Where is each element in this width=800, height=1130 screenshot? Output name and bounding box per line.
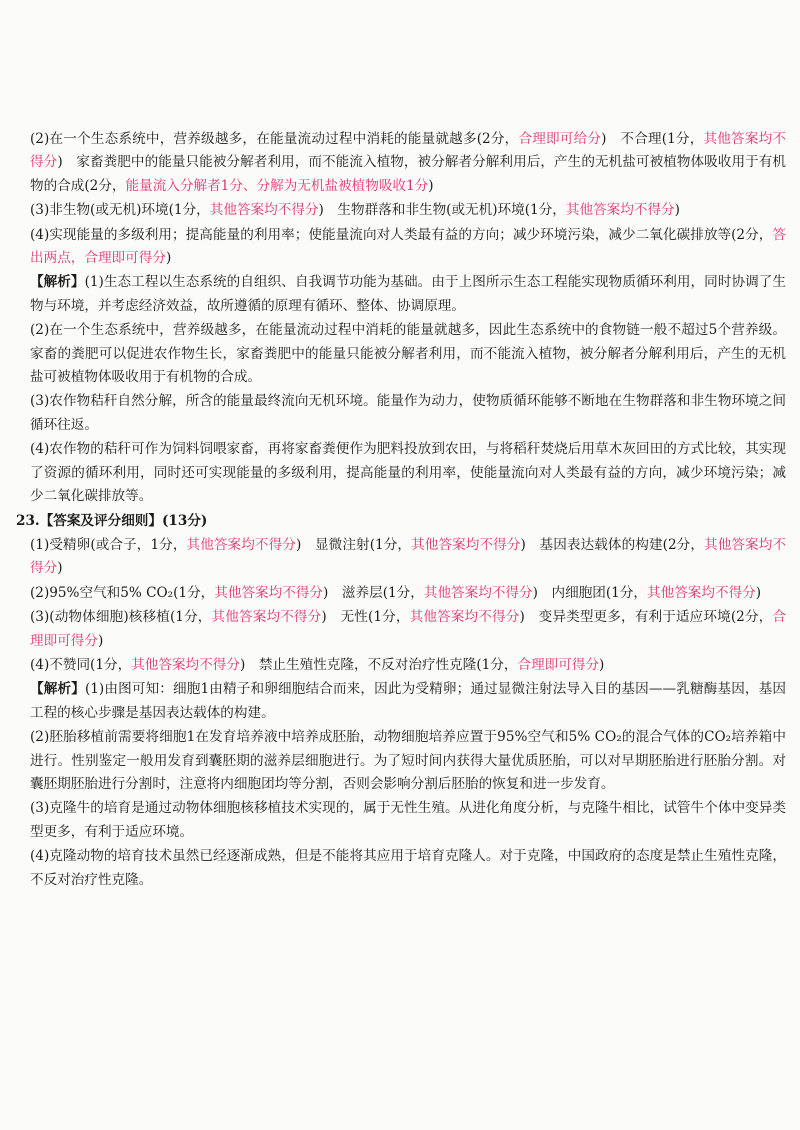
scoring-note: 其他答案均不得分	[565, 202, 675, 219]
scoring-note: 其他答案均不得分	[423, 584, 533, 601]
q23-analysis-4: (4)克隆动物的培育技术虽然已经逐渐成熟，但是不能将其应用于培育克隆人。对于克隆，中国政府的态度是禁止生殖性克隆，不反对治疗性克隆。	[30, 848, 786, 888]
q23-answer-4: (4)不赞同(1分，其他答案均不得分) 禁止生殖性克隆，不反对治疗性克隆(1分，合理即可得分)	[30, 656, 605, 673]
q22-answer-4: (4)实现能量的多级利用；提高能量的利用率；使能量流向对人类最有益的方向；减少环境污染，减少二氧化碳排放等(2分，答出两点，合理即可得分)	[30, 226, 786, 267]
q23-header: 23.【答案及评分细则】(13分)	[16, 512, 208, 529]
q23-answer-3: (3)(动物体细胞)核移植(1分，其他答案均不得分) 无性(1分，其他答案均不得分) 变异类型更多，有利于适应环境(2分，合理即可得分)	[30, 609, 787, 649]
scoring-note: 能量流入分解者1分、分解为无机盐被植物吸收1分	[125, 177, 429, 194]
q22-analysis-2: (2)在一个生态系统中，营养级越多，在能量流动过程中消耗的能量就越多，因此生态系统中的食物链一般不超过5个营养级。家畜的粪肥可以促进农作物生长，家畜粪肥中的能量只能被分解者利用，而不能流入植物，被分解者分解利用后，产生的无机盐可被植物体吸收用于有机物的合成。	[30, 322, 786, 386]
scoring-note: 其他答案均不得分	[30, 131, 786, 171]
scoring-note: 其他答案均不得分	[186, 536, 296, 553]
q22-analysis-1: 【解析】(1)生态工程以生态系统的自组织、自我调节功能为基础。由于上图所示生态工程能实现物质循环利用，同时协调了生物与环境，并考虑经济效益，故所遵循的原理有循环、整体、协调原理。	[30, 274, 786, 314]
scoring-note: 合理即可给分	[518, 131, 602, 147]
scoring-note: 其他答案均不得分	[209, 202, 319, 219]
q22-analysis-4: (4)农作物的秸秆可作为饲料饲喂家畜，再将家畜粪便作为肥料投放到农田，与将稻秆焚烧后用草木灰回田的方式比较，其实现了资源的循环利用，同时还可实现能量的多级利用，提高能量的利用率，使能量流向对人类最有益的方向，减少环境污染；减少二氧化碳排放等。	[30, 441, 786, 505]
analysis-label: 【解析】	[30, 274, 85, 291]
scoring-note: 其他答案均不得分	[30, 536, 787, 577]
q23-answer-1: (1)受精卵(或合子，1分，其他答案均不得分) 显微注射(1分，其他答案均不得分) 基因表达载体的构建(2分，其他答案均不得分)	[30, 536, 787, 577]
scoring-note: 其他答案均不得分	[131, 656, 240, 673]
q22-answer-3: (3)非生物(或无机)环境(1分，其他答案均不得分) 生物群落和非生物(或无机)环境(1分，其他答案均不得分)	[30, 202, 680, 219]
analysis-label: 【解析】	[30, 681, 85, 698]
scoring-note: 其他答案均不得分	[409, 609, 520, 626]
q23-answer-2: (2)95%空气和5% CO₂(1分，其他答案均不得分) 滋养层(1分，其他答案均不得分) 内细胞团(1分，其他答案均不得分)	[30, 584, 762, 601]
q23-analysis-1: 【解析】(1)由图可知：细胞1由精子和卵细胞结合而来，因此为受精卵；通过显微注射法导入目的基因——乳糖酶基因，基因工程的核心步骤是基因表达载体的构建。	[30, 681, 786, 721]
q23-analysis-3: (3)克隆牛的培育是通过动物体细胞核移植技术实现的，属于无性生殖。从进化角度分析，与克隆牛相比，试管牛个体中变异类型更多，有利于适应环境。	[30, 800, 786, 840]
scoring-note: 合理即可得分	[517, 656, 600, 673]
q23-analysis-2: (2)胚胎移植前需要将细胞1在发育培养液中培养成胚胎，动物细胞培养应置于95%空气和5% CO₂的混合气体的CO₂培养箱中进行。性别鉴定一般用发育到囊胚期的滋养层细胞进行。为了短时间内获得大量优质胚胎，可以对早期胚胎进行胚胎分割。对囊胚期胚胎进行分割时，注意将内细胞团均等分割，否则会影响分割后胚胎的恢复和进一步发育。	[30, 729, 786, 792]
scoring-note: 答出两点，合理即可得分	[30, 226, 786, 267]
scoring-note: 其他答案均不得分	[647, 584, 756, 601]
q22-answer-2: (2)在一个生态系统中，营养级越多，在能量流动过程中消耗的能量就越多(2分，合理即可给分) 不合理(1分，其他答案均不得分) 家畜粪肥中的能量只能被分解者利用，而不能流入植物，被分解者分解利用后，产生的无机盐可被植物体吸收用于有机物的合成(2分，能量流入分解者1分、分解为无机盐被植物吸收1分)	[30, 131, 787, 194]
scoring-note: 其他答案均不得分	[411, 536, 521, 553]
scoring-note: 其他答案均不得分	[214, 584, 324, 601]
scoring-note: 其他答案均不得分	[211, 609, 322, 626]
scoring-note: 合理即可得分	[30, 609, 787, 649]
q22-analysis-3: (3)农作物秸秆自然分解，所含的能量最终流向无机环境。能量作为动力，使物质循环能够不断地在生物群落和非生物环境之间循环往返。	[30, 393, 786, 433]
